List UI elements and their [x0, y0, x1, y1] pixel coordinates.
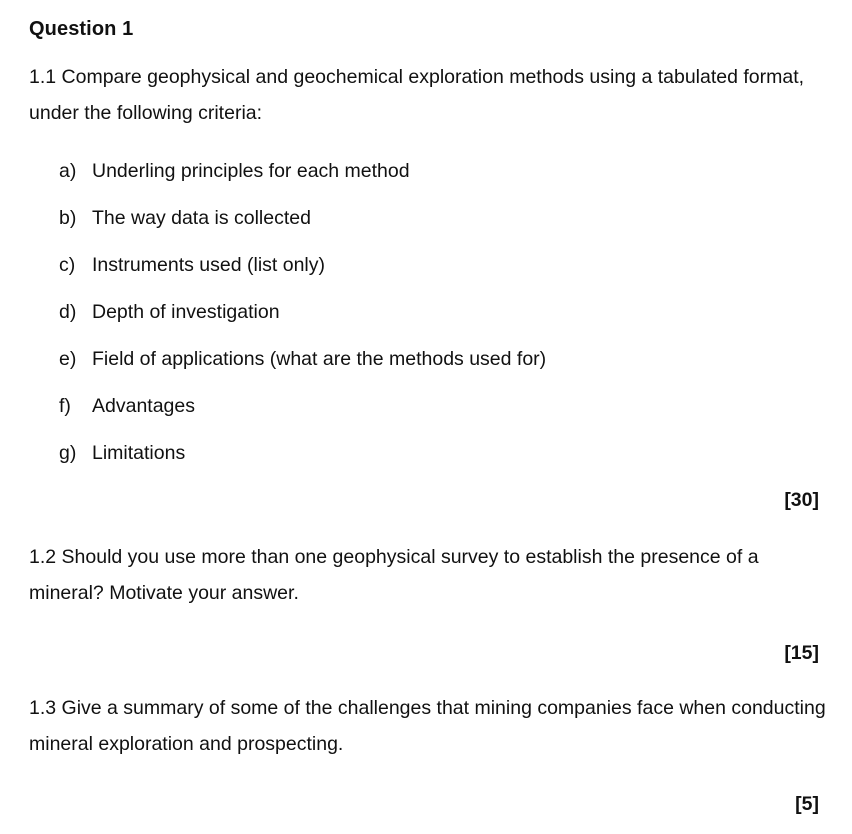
list-letter: e): [59, 348, 77, 370]
list-item: [59, 155, 546, 202]
question-1-3-text: 1.3 Give a summary of some of the challenges that mining companies face when conducting mineral exploration and prospecting.: [29, 697, 826, 755]
list-letter: g): [59, 442, 77, 464]
list-text: Limitations: [92, 442, 186, 464]
criteria-list: [59, 155, 546, 484]
question-1-1-text: 1.1 Compare geophysical and geochemical exploration methods using a tabulated format, under the following criteria:: [29, 66, 805, 124]
list-text: Instruments used (list only): [92, 254, 326, 276]
list-item: [59, 343, 546, 390]
list-letter: f): [59, 395, 71, 417]
list-text: Advantages: [92, 395, 195, 417]
list-item: [59, 249, 546, 296]
marks-1-2: [15]: [784, 642, 819, 664]
list-letter: d): [59, 301, 77, 323]
question-title: Question 1: [29, 18, 134, 40]
list-letter: c): [59, 254, 76, 276]
list-text: Depth of investigation: [92, 301, 280, 323]
list-letter: b): [59, 207, 77, 229]
marks-1-3: [5]: [795, 793, 819, 815]
list-text: Underling principles for each method: [92, 160, 410, 182]
marks-1-1: [30]: [784, 489, 819, 511]
question-1-2-text: 1.2 Should you use more than one geophysical survey to establish the presence of a mineral? Motivate your answer.: [29, 546, 759, 604]
list-item: [59, 202, 546, 249]
list-letter: a): [59, 160, 77, 182]
list-item: [59, 296, 546, 343]
list-item: [59, 390, 546, 437]
list-item: [59, 437, 546, 484]
list-text: Field of applications (what are the methods used for): [92, 348, 547, 370]
list-text: The way data is collected: [92, 207, 311, 229]
